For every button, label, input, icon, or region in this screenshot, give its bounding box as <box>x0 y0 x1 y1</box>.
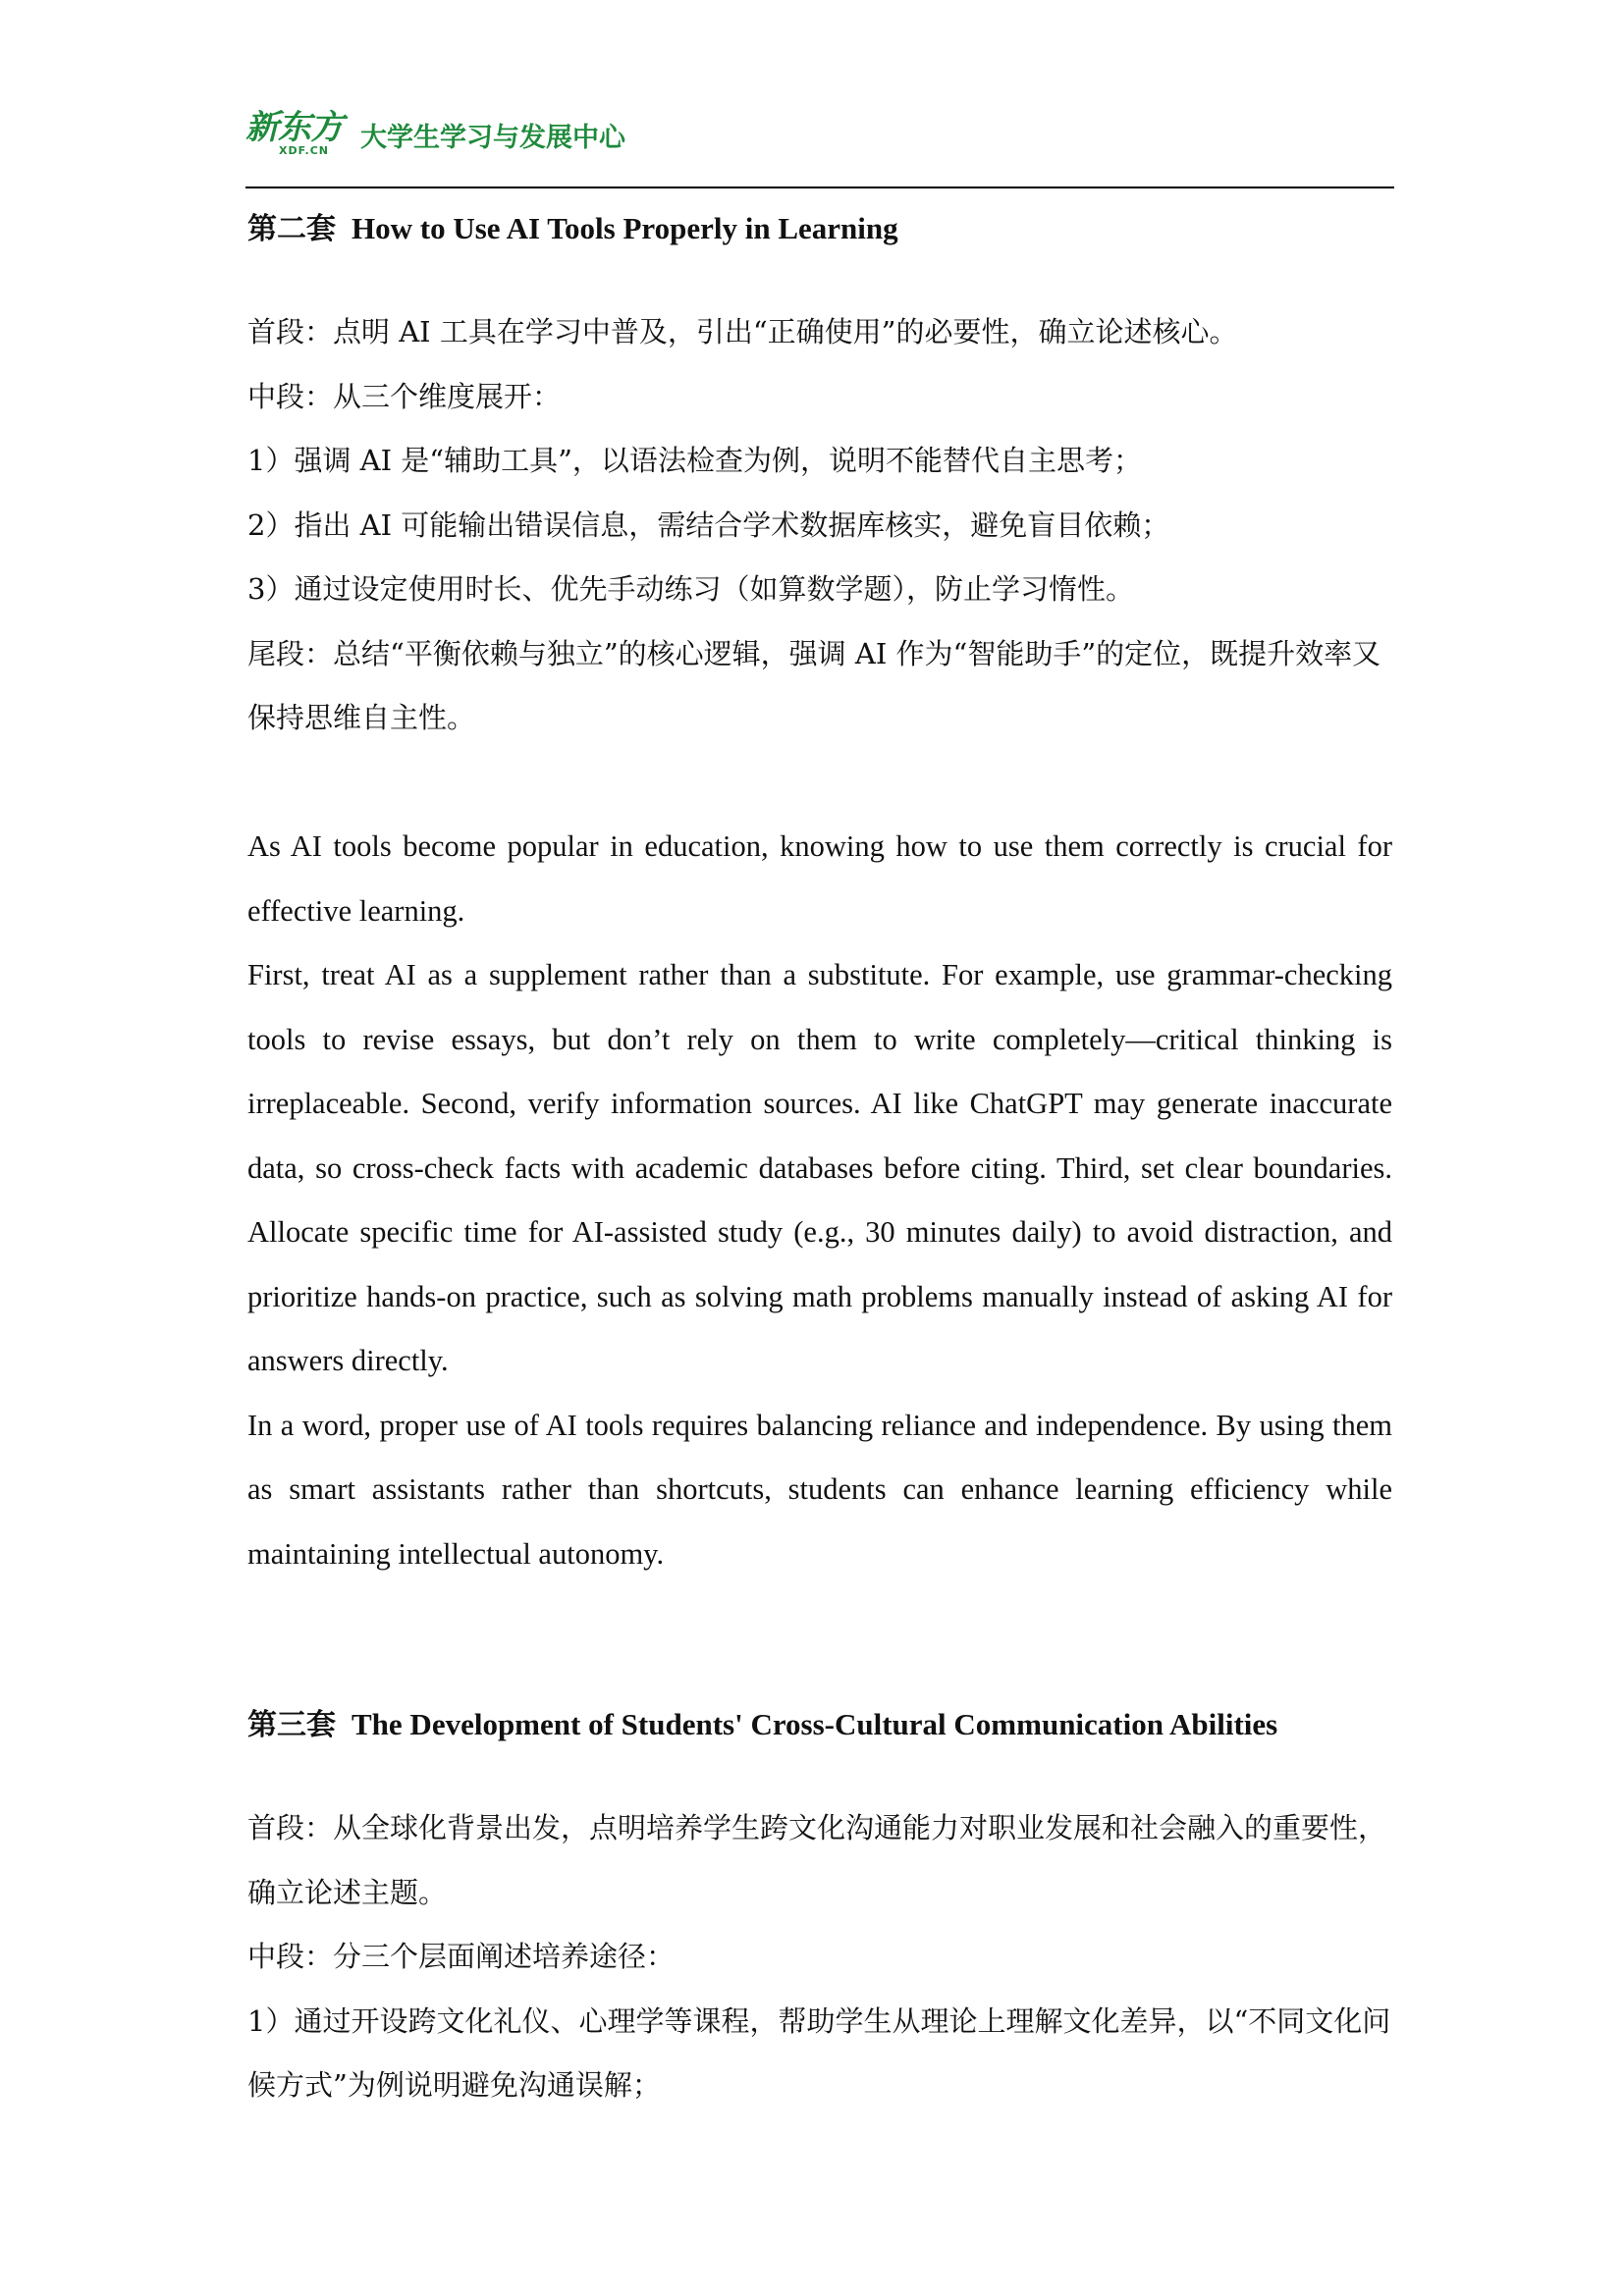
header-divider <box>245 187 1394 188</box>
set2-number: 第二套 <box>247 212 336 246</box>
outline-paragraph: 1）强调 AI 是“辅助工具”，以语法检查为例，说明不能替代自主思考； <box>247 444 1142 477</box>
set3-outline <box>247 1796 1392 2118</box>
essay-paragraph: As AI tools become popular in education, knowing how to use them correctly is crucial for effective learning. <box>247 829 1392 928</box>
outline-paragraph: 首段：点明 AI 工具在学习中普及，引出“正确使用”的必要性，确立论述核心。 <box>247 315 1238 348</box>
outline-paragraph: 尾段：总结“平衡依赖与独立”的核心逻辑，强调 AI 作为“智能助手”的定位，既提升效率又保持思维自主性。 <box>247 636 1381 734</box>
outline-paragraph: 2）指出 AI 可能输出错误信息，需结合学术数据库核实，避免盲目依赖； <box>247 507 1170 542</box>
set3-heading-block <box>247 1705 1392 1745</box>
set2-outline <box>247 300 1392 751</box>
xdf-logo <box>245 110 343 157</box>
page-header <box>245 110 625 157</box>
set3-number: 第三套 <box>247 1708 336 1742</box>
set2-heading <box>247 209 1392 249</box>
outline-paragraph: 中段：分三个层面阐述培养途径： <box>247 1940 676 1973</box>
essay-paragraph: In a word, proper use of AI tools requires balancing reliance and independence. By using them as smart assistants rather than shortcuts, students can enhance learning efficiency while maintaining intellectual autonomy. <box>247 1408 1392 1571</box>
outline-paragraph: 首段：从全球化背景出发，点明培养学生跨文化沟通能力对职业发展和社会融入的重要性，确立论述主题。 <box>247 1811 1387 1909</box>
essay-paragraph: First, treat AI as a supplement rather than a substitute. For example, use grammar-checking tools to revise essays, but don’t rely on them to write completely—critical thinking is irreplaceable. Second, verify information sources. AI like ChatGPT may generate inaccurate data, so cross-check facts with academic databases before citing. Third, set clear boundaries. Allocate specific time for AI-assisted study (e.g., 30 minutes daily) to avoid distraction, and prioritize hands-on practice, such as solving math problems manually instead of asking AI for answers directly. <box>247 958 1392 1377</box>
outline-paragraph: 3）通过设定使用时长、优先手动练习（如算数学题），防止学习惰性。 <box>247 572 1134 606</box>
set2-essay <box>247 815 1392 1586</box>
set2-title: How to Use AI Tools Properly in Learning <box>352 211 898 245</box>
header-title: 大学生学习与发展中心 <box>360 122 625 153</box>
outline-paragraph: 1）通过开设跨文化礼仪、心理学等课程，帮助学生从理论上理解文化差异，以“不同文化问候方式”为例说明避免沟通误解； <box>247 2003 1391 2102</box>
outline-paragraph: 中段：从三个维度展开： <box>247 379 562 413</box>
set2-heading-block <box>247 209 1392 249</box>
logo-main-text: 新东方 <box>245 108 343 147</box>
logo-sub-text: XDF.CN <box>279 144 329 157</box>
set3-title: The Development of Students' Cross-Cultural Communication Abilities <box>352 1707 1278 1741</box>
set3-heading <box>247 1705 1392 1745</box>
